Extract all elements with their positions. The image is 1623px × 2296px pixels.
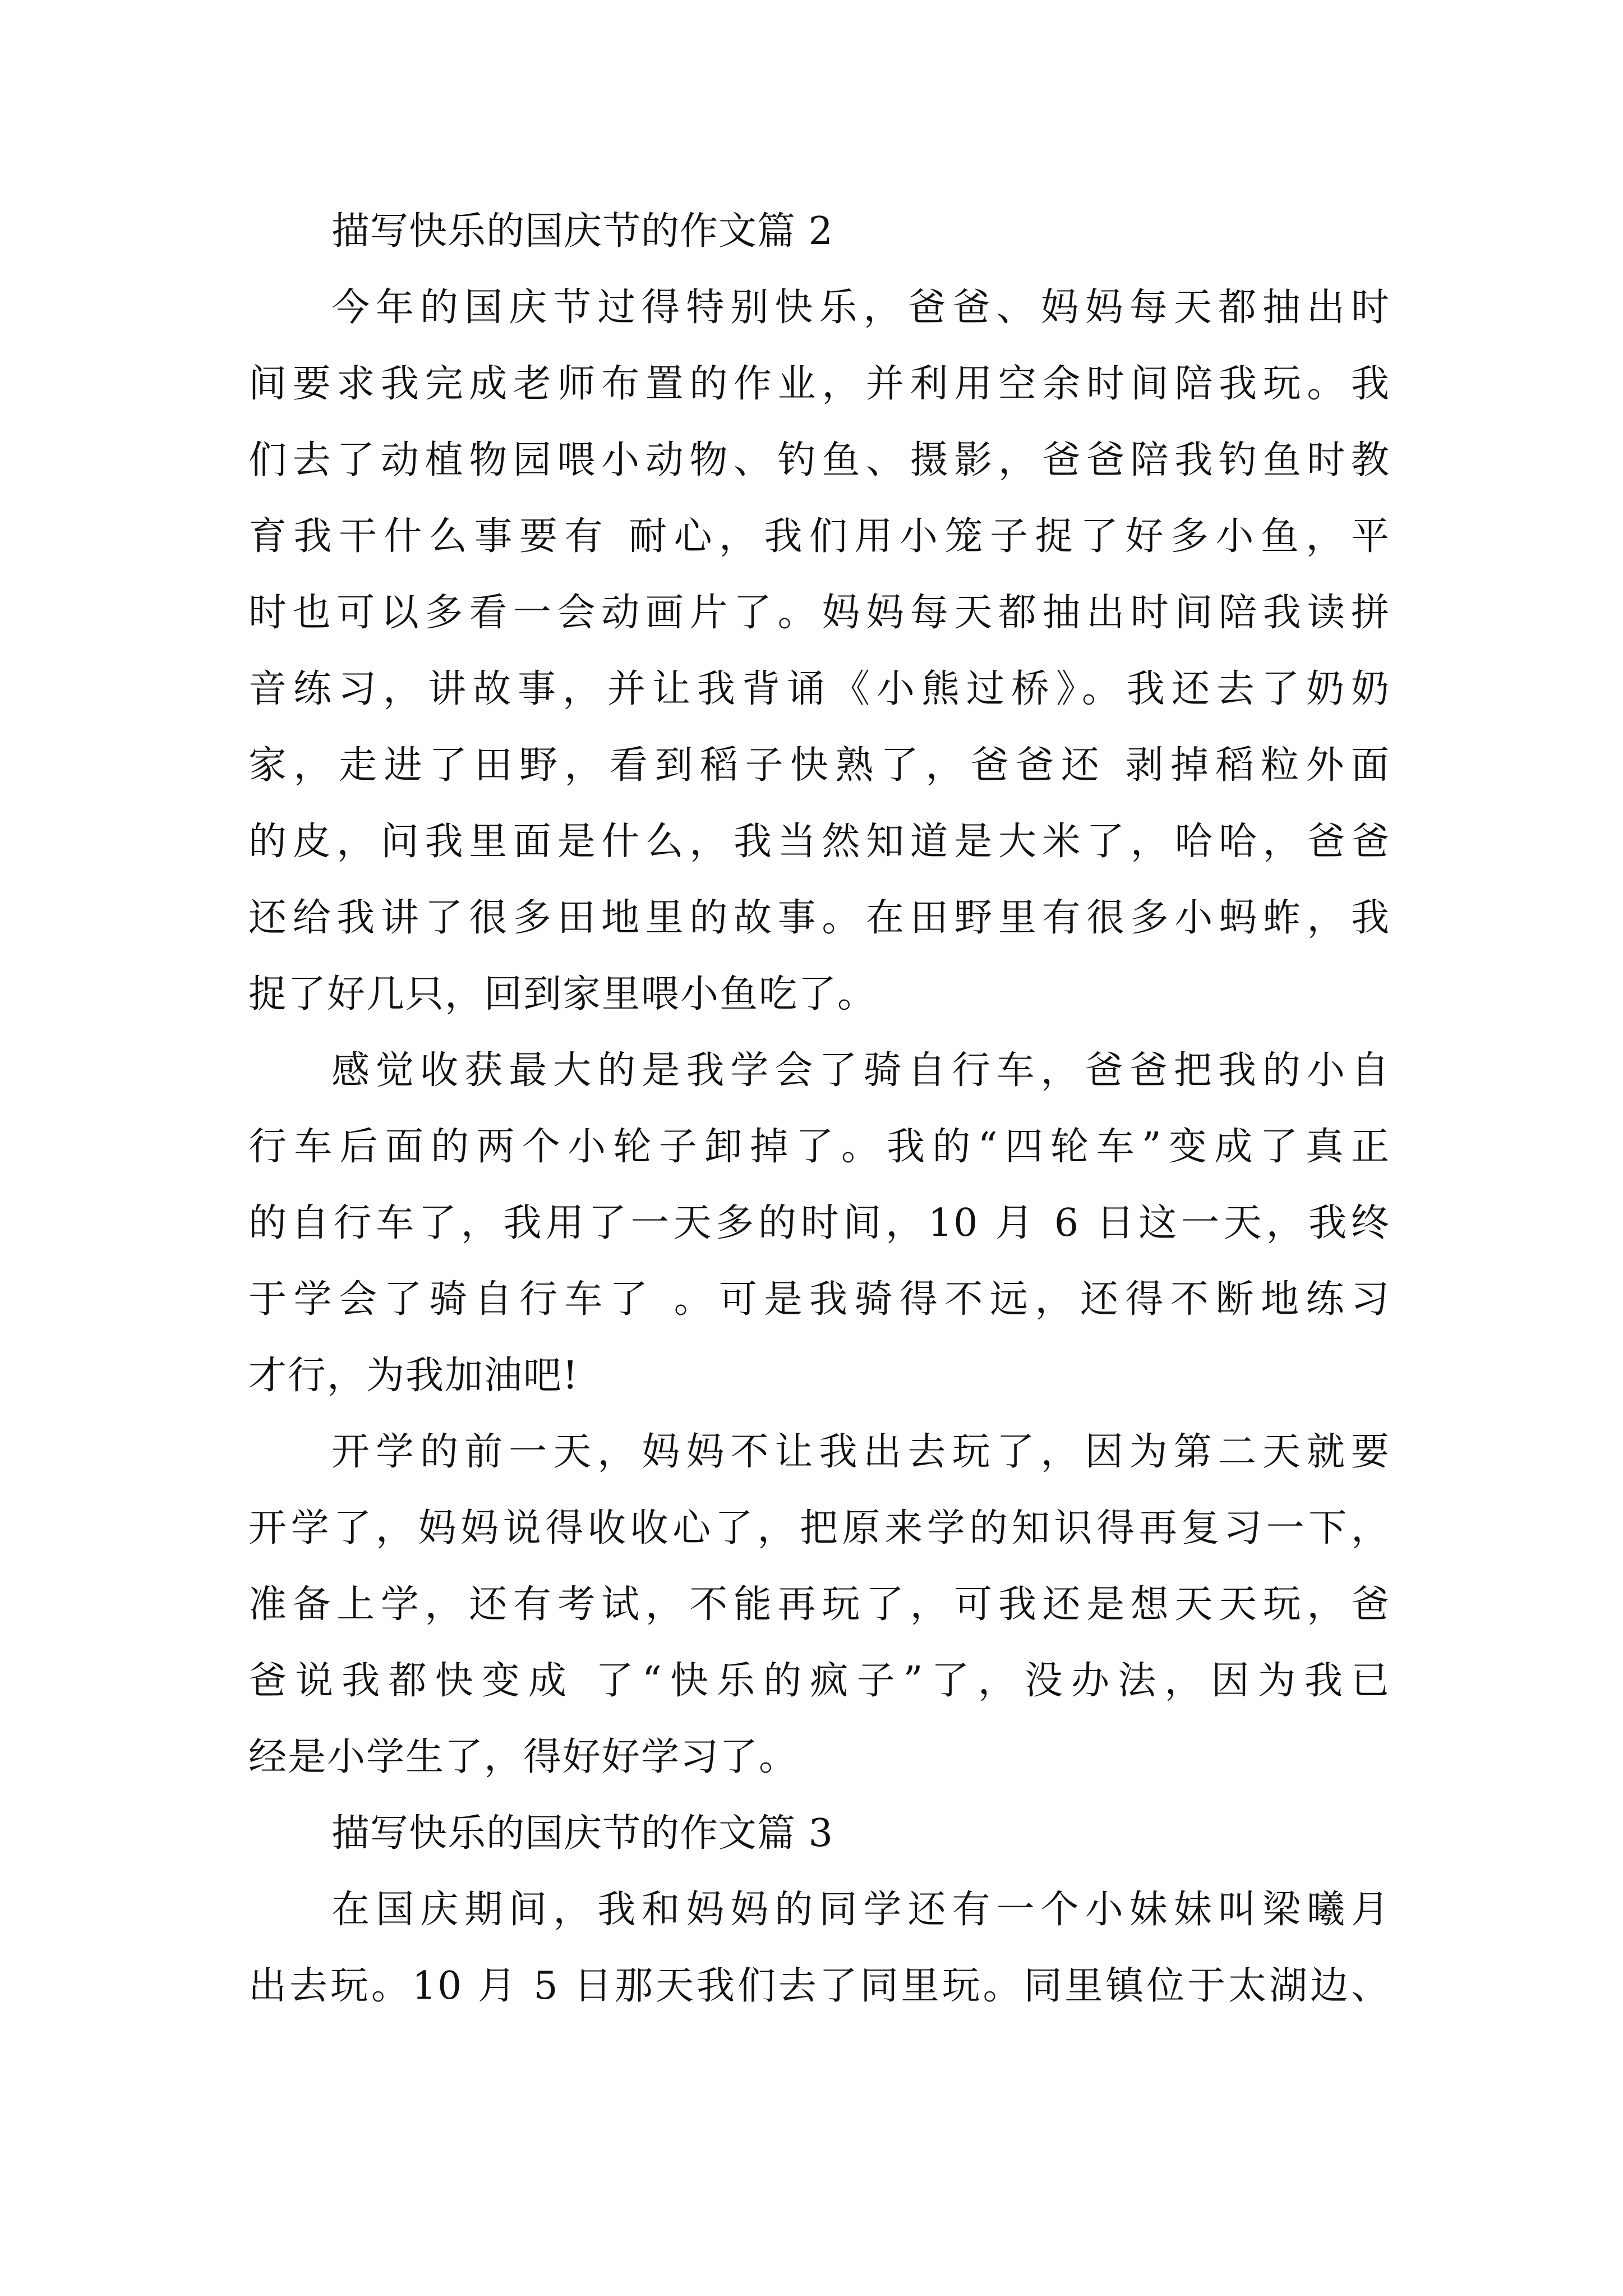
paragraph-line: 感觉收获最大的是我学会了骑自行车，爸爸把我的小自 [331, 1048, 1390, 1093]
paragraph-line: 时也可以多看一会动画片了。妈妈每天都抽出时间陪我读拼 [248, 591, 1390, 635]
paragraph-line: 开学了，妈妈说得收收心了，把原来学的知识得再复习一下， [248, 1506, 1390, 1550]
paragraph-line: 行车后面的两个小轮子卸掉了。我的“四轮车”变成了真正 [248, 1125, 1390, 1169]
section-heading: 描写快乐的国庆节的作文篇 2 [331, 209, 833, 254]
paragraph-line: 准备上学，还有考试，不能再玩了，可我还是想天天玩，爸 [248, 1582, 1390, 1627]
paragraph-line: 在国庆期间，我和妈妈的同学还有一个小妹妹叫梁曦月 [331, 1888, 1390, 1932]
paragraph-line: 才行，为我加油吧! [248, 1354, 579, 1398]
paragraph-line: 育我干什么事要有 耐心，我们用小笼子捉了好多小鱼，平 [248, 514, 1390, 559]
paragraph-line: 捉了好几只，回到家里喂小鱼吃了。 [248, 972, 877, 1016]
paragraph-line: 爸说我都快变成 了“快乐的疯子”了，没办法，因为我已 [248, 1659, 1390, 1703]
paragraph-line: 出去玩。10 月 5 日那天我们去了同里玩。同里镇位于太湖边、 [248, 1964, 1390, 2008]
paragraph-line: 家，走进了田野，看到稻子快熟了，爸爸还 剥掉稻粒外面 [248, 743, 1390, 788]
paragraph-line: 经是小学生了，得好好学习了。 [248, 1735, 799, 1779]
document-body [248, 194, 1390, 2024]
paragraph-line: 的皮，问我里面是什么，我当然知道是大米了，哈哈，爸爸 [248, 820, 1390, 864]
paragraph-line: 的自行车了，我用了一天多的时间，10 月 6 日这一天，我终 [248, 1201, 1390, 1245]
paragraph-line: 开学的前一天，妈妈不让我出去玩了，因为第二天就要 [331, 1430, 1390, 1474]
paragraph-line: 于学会了骑自行车了 。可是我骑得不远，还得不断地练习 [248, 1277, 1390, 1322]
section-heading: 描写快乐的国庆节的作文篇 3 [331, 1811, 833, 1856]
paragraph-line: 间要求我完成老师布置的作业，并利用空余时间陪我玩。我 [248, 362, 1390, 406]
paragraph-line: 音练习，讲故事，并让我背诵《小熊过桥》。我还去了奶奶 [248, 667, 1390, 711]
paragraph-line: 们去了动植物园喂小动物、钓鱼、摄影，爸爸陪我钓鱼时教 [248, 438, 1390, 482]
paragraph-line: 还给我讲了很多田地里的故事。在田野里有很多小蚂蚱，我 [248, 896, 1390, 940]
paragraph-line: 今年的国庆节过得特别快乐，爸爸、妈妈每天都抽出时 [331, 286, 1390, 330]
